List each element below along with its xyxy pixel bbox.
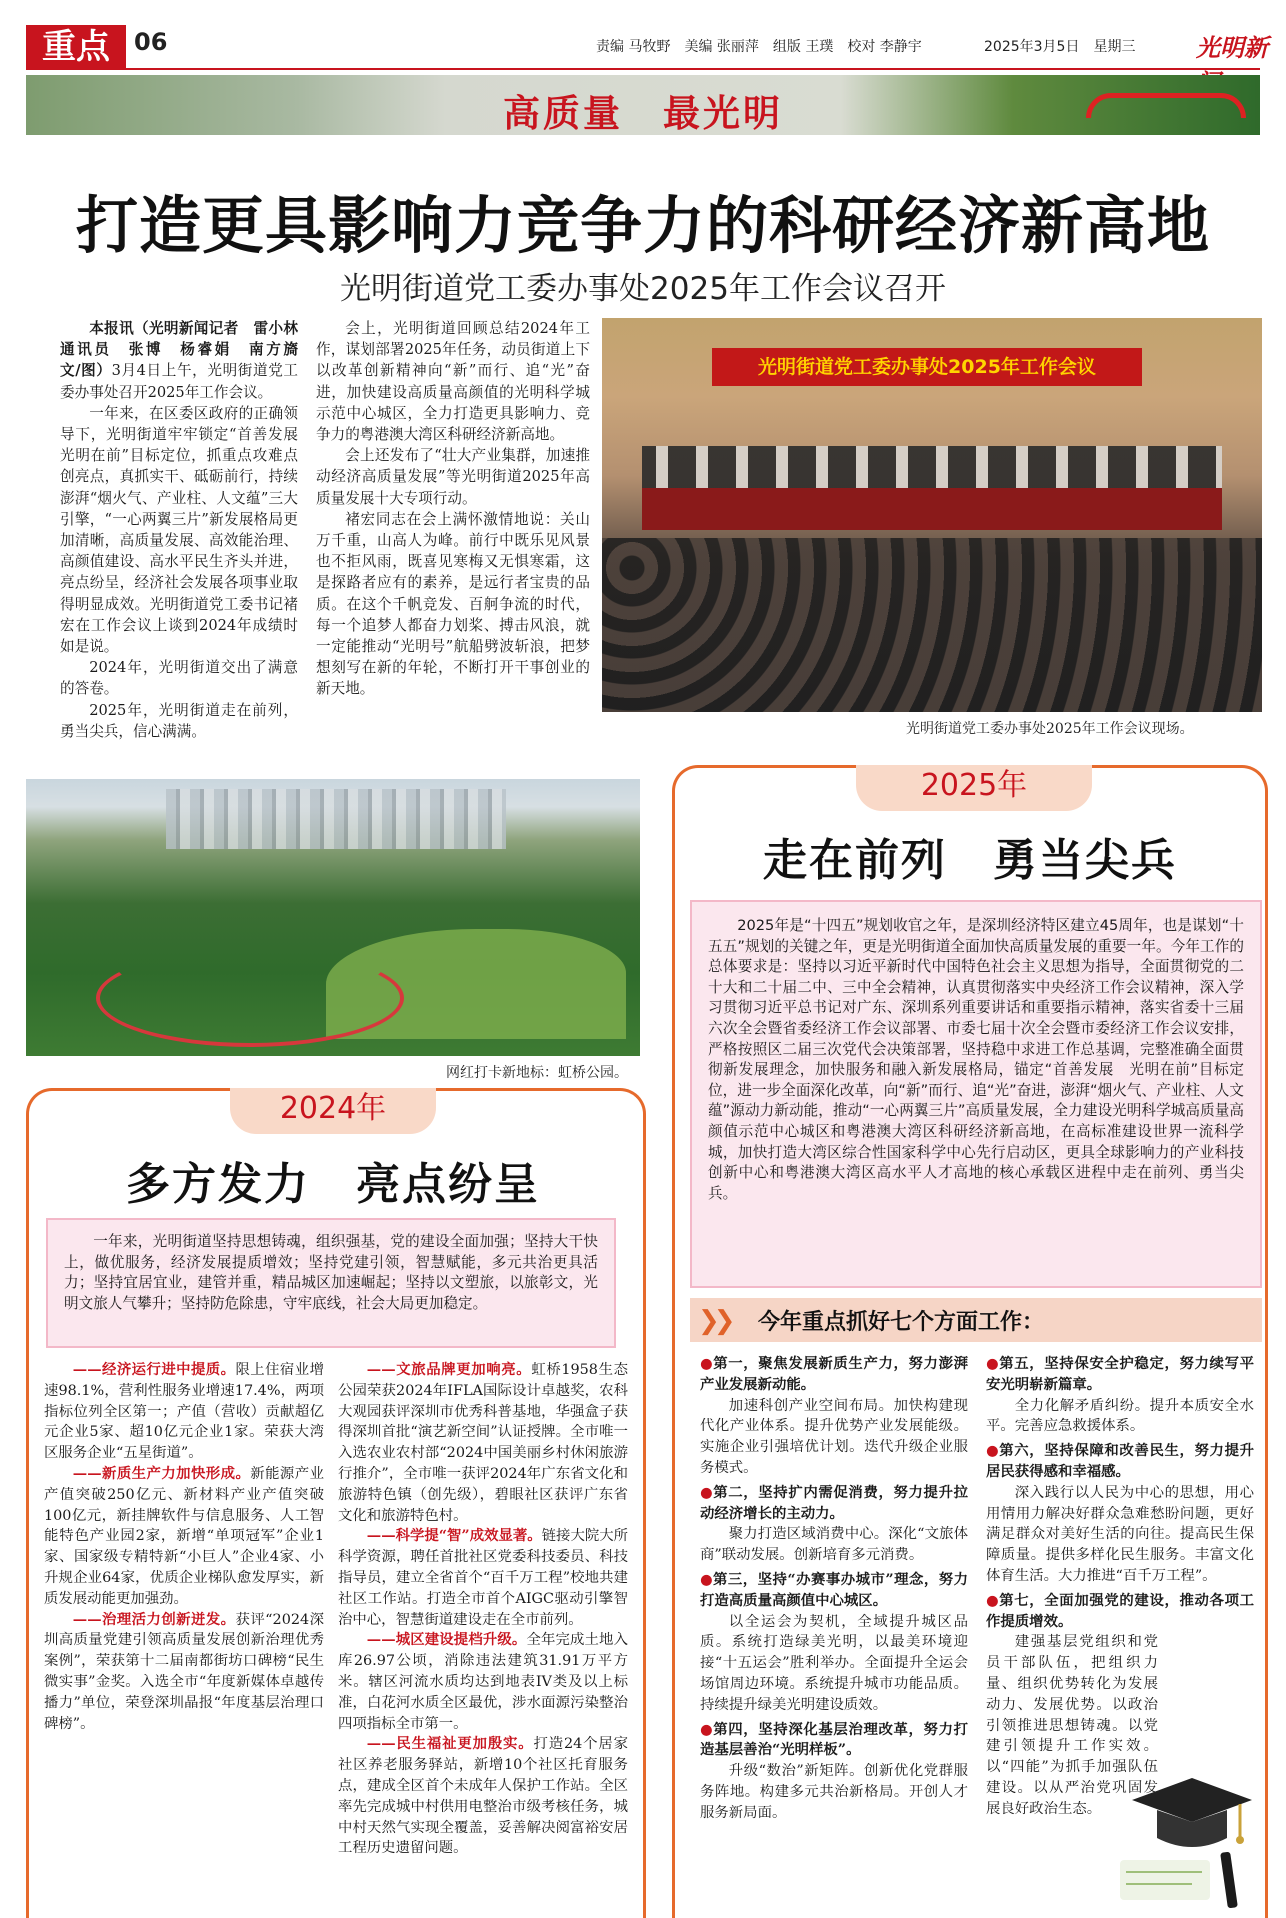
task-heading: ●第四，坚持深化基层治理改革，努力打造基层善治“光明样板”。	[700, 1720, 968, 1759]
article-paragraph: 3月4日上午，光明街道党工委办事处召开2025年工作会议。	[60, 362, 298, 401]
achievements-column-a	[44, 1360, 324, 1734]
section-2025-intro-box	[690, 900, 1262, 1288]
article-column-1	[60, 318, 313, 742]
section-2024-intro-box	[46, 1218, 616, 1348]
meeting-photo-caption: 光明街道党工委办事处2025年工作会议现场。	[906, 721, 1194, 737]
task-body: 建强基层党组织和党员干部队伍，把组织力量、组织优势转化为发展动力、发展优势。以政治引领推进思想铸魂。以党建引领提升工作实效。以“四能”为抓手加强队伍建设。以从严治党巩固发展良好政治生态。	[986, 1634, 1158, 1817]
bullet-icon: ●	[986, 1355, 1000, 1372]
article-paragraph: 褚宏同志在会上满怀激情地说：关山万千重，山高人为峰。前行中既乐见风景也不拒风雨，既喜见寒梅又无惧寒霜，这是探路者应有的素养，是远行者宝贵的品质。在这个千帆竞发、百舸争流的时代，每一个追梦人都奋力划桨、搏击风浪，就一定能推动“光明号”航船劈波斩浪，把梦想刻写在新的年轮，不断打开干事创业的新天地。	[316, 510, 590, 698]
subhead: 光明街道党工委办事处2025年工作会议召开	[340, 271, 946, 307]
city-skyline	[166, 789, 506, 849]
section-2024-intro: 一年来，光明街道坚持思想铸魂，组织强基，党的建设全面加强；坚持大干快上，做优服务，经济发展提质增效；坚持党建引领，智慧赋能，多元共治更具活力；坚持宜居宜业，建管并重，精品城区加速崛起；坚持以文塑旅，以旅彰文，光明文旅人气攀升；坚持防危除患，守牢底线，社会大局更加稳定。	[64, 1233, 598, 1312]
double-chevron-icon: ❯❯	[698, 1306, 730, 1336]
section-2025-title: 走在前列 勇当尖兵	[763, 835, 1177, 886]
achievement-body: 链接大院大所科学资源，聘任首批社区党委科技委员、科技指导员，建立全省首个“百千万工程”校地共建社区工作站。打造全市首个AIGC驱动引擎智治中心，智慧街道建设走在全市前列。	[338, 1528, 629, 1628]
achievement-body: 打造24个居家社区养老服务驿站，新增10个社区托育服务点，建成全区首个未成年人保护工作站。全区率先完成城中村供用电整治市级考核任务，城中村天然气实现全覆盖，妥善解决阅富裕安居工程历史遗留问题。	[338, 1736, 628, 1857]
task-heading: ●第五，坚持保安全护稳定，努力续写平安光明崭新篇章。	[986, 1355, 1254, 1393]
park-photo-caption: 网红打卡新地标：虹桥公园。	[446, 1065, 628, 1081]
section-2025-year-tab: 2025年	[856, 765, 1092, 811]
credits: 责编 马牧野 美编 张丽萍 组版 王璞 校对 李静宇	[596, 39, 922, 55]
article-paragraph: 一年来，在区委区政府的正确领导下，光明街道牢牢锁定“首善发展 光明在前”目标定位，抓重点攻难点创亮点，真抓实干、砥砺前行，持续澎湃“烟火气、产业柱、人文蕴”三大引擎，“一心两翼三片”新发展格局更加清晰，高质量发展、高效能治理、高颜值建设、高水平民生齐头并进，亮点纷呈，经济社会发展各项事业取得明显成效。光明街道党工委书记褚宏在工作会议上谈到2024年成绩时如是说。	[60, 404, 313, 656]
task-heading: ●第七，全面加强党的建设，推动各项工作提质增效。	[986, 1591, 1254, 1630]
bullet-icon: ●	[700, 1355, 714, 1372]
park-aerial-photo	[26, 779, 640, 1056]
header-rule	[26, 68, 1260, 70]
bullet-icon: ●	[986, 1442, 1000, 1460]
achievement-body: 获评“2024深圳高质量党建引领高质量发展创新治理优秀案例”，荣获第十二届南都街坊口碑榜“民生微实事”金奖。入选全市“年度新媒体卓越传播力”单位，荣登深圳晶报“年度基层治理口碑榜”。	[44, 1611, 324, 1732]
achievement-heading: ——城区建设提档升级。	[366, 1631, 527, 1649]
achievement-heading: ——治理活力创新迸发。	[72, 1610, 236, 1628]
task-body: 深入践行以人民为中心的思想，用心用情用力解决好群众急难愁盼问题，更好满足群众对美好生活的向往。提高民生保障质量。提供多样化民生服务。丰富文化体育生活。大力推进“百千万工程”。	[986, 1484, 1254, 1584]
section-2025-intro: 2025年是“十四五”规划收官之年，是深圳经济特区建立45周年，也是谋划“十五五”规划的关键之年，更是光明街道全面加快高质量发展的重要一年。今年工作的总体要求是：坚持以习近平新时代中国特色社会主义思想为指导，全面贯彻党的二十大和二十届二中、三中全会精神，认真贯彻落实中央经济工作会议精神，深入学习贯彻习近平总书记对广东、深圳系列重要讲话和重要指示精神，落实省委十三届六次全会暨省委经济工作会议部署、市委七届十次全会暨市委经济工作会议安排，严格按照区二届三次党代会决策部署，坚持稳中求进工作总基调，完整准确全面贯彻新发展理念，加快服务和融入新发展格局，锚定“首善发展 光明在前”目标定位，进一步全面深化改革，向“新”而行、追“光”奋进，澎湃“烟火气、产业柱、人文蕴”源动力新动能，推动“一心两翼三片”高质量发展，全力建设光明科学城高质量高颜值示范中心城区和粤港澳大湾区科研经济新高地，在高标准建设世界一流科学城，加快打造大湾区综合性国家科学中心先行启动区，更具全球影响力的产业科技创新中心和粤港澳大湾区高水平人才高地的核心承载区进程中走在前列、勇当尖兵。	[708, 917, 1244, 1202]
achievement-body: 新能源产业产值突破250亿元、新材料产业产值突破100亿元，新挂牌软件与信息服务、人工智能特色产业园2家，新增“单项冠军”企业1家、国家级专精特新“小巨人”企业4家、小升规企业64家，优质企业梯队愈发厚实，新质发展动能更加强劲。	[44, 1465, 324, 1607]
achievements-column-b	[338, 1360, 628, 1859]
task-body: 以全运会为契机，全域提升城区品质。系统打造绿美光明，以最美环境迎接“十五运会”胜利举办。全面提升全运会场馆周边环境。系统提升城市功能品质。持续提升绿美光明建设质效。	[700, 1613, 968, 1713]
task-body: 全力化解矛盾纠纷。提升本质安全水平。完善应急救援体系。	[986, 1397, 1254, 1435]
achievement-heading: ——经济运行进中提质。	[72, 1361, 236, 1378]
task-body: 加速科创产业空间布局。加快构建现代化产业体系。提升优势产业发展能级。实施企业引强培优计划。迭代升级企业服务模式。	[700, 1397, 968, 1476]
headline: 打造更具影响力竞争力的科研经济新高地	[75, 189, 1210, 262]
article-paragraph: 会上还发布了“壮大产业集群，加速推动经济高质量发展”等光明街道2025年高质量发展十大专项行动。	[316, 447, 590, 507]
banner	[26, 75, 1260, 135]
tasks-header-bar	[690, 1298, 1262, 1342]
podium-officials	[642, 446, 1222, 490]
banner-title: 高质量 最光明	[503, 91, 783, 135]
achievement-heading: ——新质生产力加快形成。	[72, 1464, 251, 1482]
meeting-photo	[602, 318, 1262, 712]
achievement-body: 限上住宿业增速98.1%，营利性服务业增速17.4%，两项指标位列全区第一；产值（营收）贡献超亿元企业5家、超10亿元企业1家。荣获大湾区服务企业“五星街道”。	[44, 1362, 324, 1462]
task-body: 聚力打造区域消费中心。深化“文旅体商”联动发展。创新培育多元消费。	[700, 1526, 968, 1564]
article-paragraph: 2024年，光明街道交出了满意的答卷。	[60, 659, 298, 698]
section-tag: 重点	[26, 25, 126, 69]
bullet-icon: ●	[700, 1483, 714, 1501]
achievement-heading: ——科学提“智”成效显著。	[366, 1527, 542, 1545]
task-heading: ●第一，聚焦发展新质生产力，努力澎湃产业发展新动能。	[700, 1355, 968, 1393]
article-column-2	[316, 318, 590, 700]
newspaper-logo: 光明新	[1196, 33, 1268, 62]
achievement-body: 虹桥1958生态公园荣获2024年IFLA国际设计卓越奖，农科大观园获评深圳市优秀科普基地，华强盒子获得深圳首批“演艺新空间”认证授牌。全市唯一入选农业农村部“2024中国美丽乡村休闲旅游行推介”，全市唯一获评2024年广东省文化和旅游特色镇（创先级），碧眼社区获评广东省文化和旅游特色村。	[338, 1362, 628, 1524]
issue-date: 2025年3月5日 星期三	[984, 39, 1136, 55]
task-heading: ●第六，坚持保障和改善民生，努力提升居民获得感和幸福感。	[986, 1442, 1254, 1480]
achievement-body: 全年完成土地入库26.97公顷，消除违法建筑31.91万平方米。辖区河流水质均达到地表IV类及以上标准，白花河水质全区最优，涉水面源污染整治四项指标全市第一。	[338, 1632, 628, 1732]
graduation-cap-icon	[1112, 1760, 1262, 1912]
task-heading: ●第三，坚持“办赛事办城市”理念，努力打造高质量高颜值中心城区。	[700, 1570, 968, 1609]
section-2024-year-tab: 2024年	[230, 1088, 436, 1134]
section-2024-title: 多方发力 亮点纷呈	[126, 1159, 540, 1210]
page-number: 06	[134, 28, 168, 56]
tasks-column-a	[700, 1352, 968, 1824]
bullet-icon: ●	[700, 1720, 714, 1738]
article-paragraph: 2025年，光明街道走在前列，勇当尖兵，信心满满。	[60, 701, 298, 740]
dateline: 本报讯（光明新闻记者 雷小林 通讯员 张博 杨睿娟 南方旖 文/图）	[60, 320, 313, 380]
audience	[602, 538, 1262, 712]
rainbow-bridge-loop	[96, 949, 404, 1047]
task-heading: ●第二，坚持扩内需促消费，努力提升拉动经济增长的主动力。	[700, 1483, 968, 1522]
tasks-title: 今年重点抓好七个方面工作：	[758, 1310, 1045, 1335]
bullet-icon: ●	[700, 1570, 714, 1588]
bullet-icon: ●	[986, 1591, 1000, 1609]
task-body: 升级“数治”新矩阵。创新优化党群服务阵地。构建多元共治新格局。开创人才服务新局面。	[700, 1763, 968, 1821]
achievement-heading: ——民生福祉更加殷实。	[366, 1735, 534, 1753]
tasks-column-b	[986, 1352, 1254, 1820]
article-paragraph: 会上，光明街道回顾总结2024年工作，谋划部署2025年任务，动员街道上下以改革创新精神向“新”而行、追“光”奋进，加快建设高质量高颜值的光明科学城示范中心城区，全力打造更具影响力、竞争力的粤港澳大湾区科研经济新高地。	[316, 320, 590, 444]
achievement-heading: ——文旅品牌更加响亮。	[366, 1361, 532, 1378]
stage-banner: 光明街道党工委办事处2025年工作会议	[712, 348, 1142, 386]
podium-table	[642, 488, 1222, 530]
